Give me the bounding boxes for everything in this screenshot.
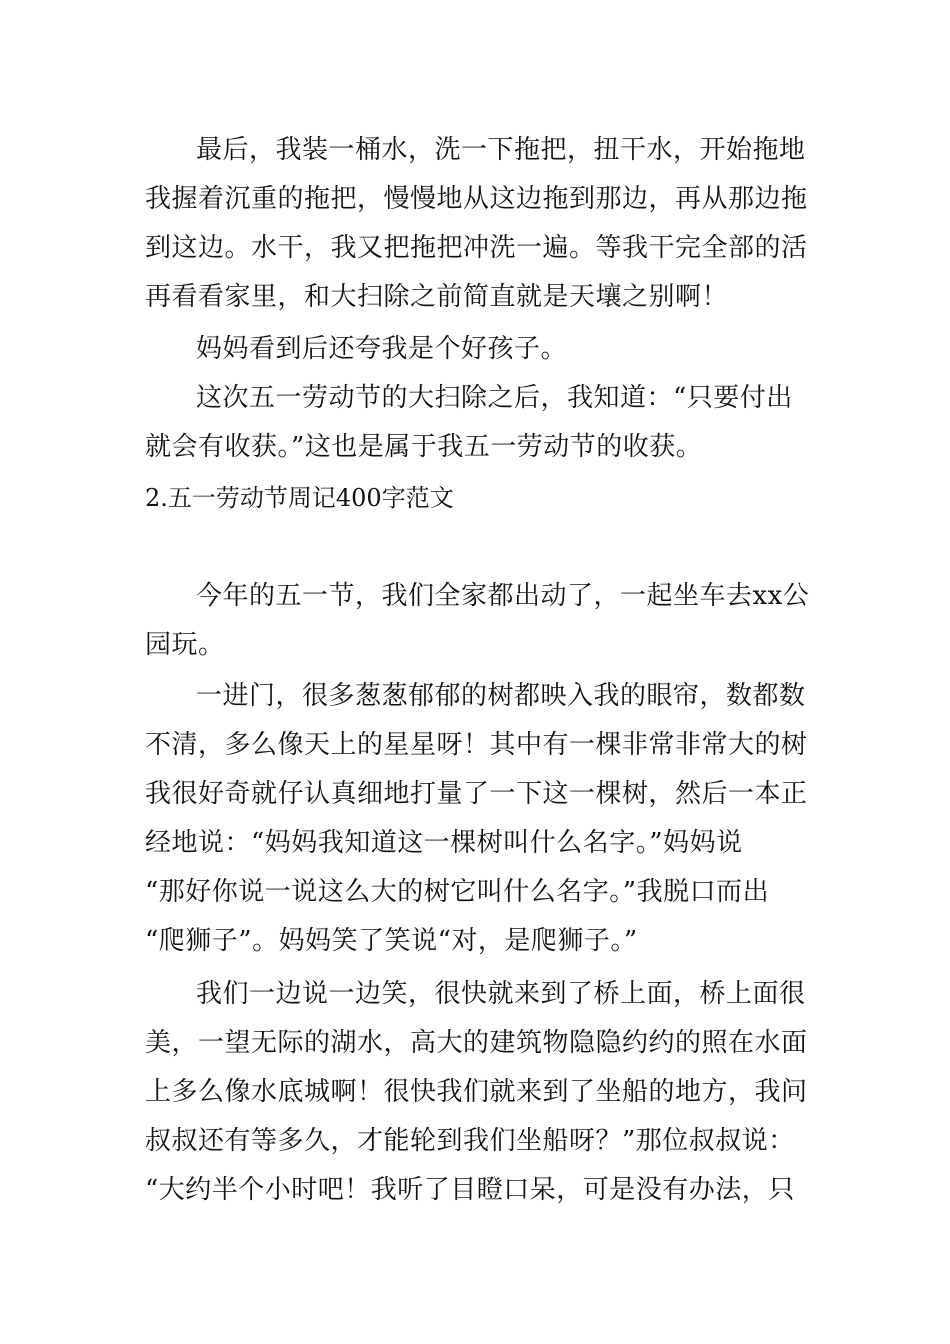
text-line: 一进门，很多葱葱郁郁的树都映入我的眼帘，数都数 bbox=[196, 681, 806, 711]
text-line: 最后，我装一桶水，洗一下拖把，扭干水，开始拖地 bbox=[196, 135, 806, 165]
text-line: “那好你说一说这么大的树它叫什么名字。”我脱口而出 bbox=[145, 877, 770, 907]
text-line: “爬狮子”。妈妈笑了笑说“对，是爬狮子。” bbox=[145, 926, 638, 956]
text-line: 我很好奇就仔认真细地打量了一下这一棵树，然后一本正 bbox=[145, 779, 808, 809]
text-line: 我握着沉重的拖把，慢慢地从这边拖到那边，再从那边拖 bbox=[145, 184, 808, 214]
text-line: 上多么像水底城啊！很快我们就来到了坐船的地方，我问 bbox=[145, 1077, 808, 1107]
text-line: 到这边。水干，我又把拖把冲洗一遍。等我干完全部的活 bbox=[145, 233, 808, 263]
text-line: 就会有收获。”这也是属于我五一劳动节的收获。 bbox=[145, 432, 703, 462]
text-line: 今年的五一节，我们全家都出动了，一起坐车去xx公 bbox=[196, 581, 810, 611]
text-line: “大约半个小时吧！我听了目瞪口呆，可是没有办法，只 bbox=[145, 1175, 795, 1205]
text-line: 不清，多么像天上的星星呀！其中有一棵非常非常大的树 bbox=[145, 730, 808, 760]
text-line: 美，一望无际的湖水，高大的建筑物隐隐约约的照在水面 bbox=[145, 1028, 808, 1058]
text-line: 这次五一劳动节的大扫除之后，我知道：“只要付出 bbox=[196, 383, 793, 413]
text-line: 叔叔还有等多久，才能轮到我们坐船呀？”那位叔叔说： bbox=[145, 1126, 795, 1156]
text-line: 妈妈看到后还夸我是个好孩子。 bbox=[196, 334, 568, 364]
text-line: 我们一边说一边笑，很快就来到了桥上面，桥上面很 bbox=[196, 979, 806, 1009]
section-title: 2.五一劳动节周记400字范文 bbox=[145, 484, 454, 512]
text-line: 经地说：“妈妈我知道这一棵树叫什么名字。”妈妈说 bbox=[145, 828, 743, 858]
text-line: 园玩。 bbox=[145, 630, 225, 660]
text-line: 再看看家里，和大扫除之前简直就是天壤之别啊！ bbox=[145, 282, 729, 312]
